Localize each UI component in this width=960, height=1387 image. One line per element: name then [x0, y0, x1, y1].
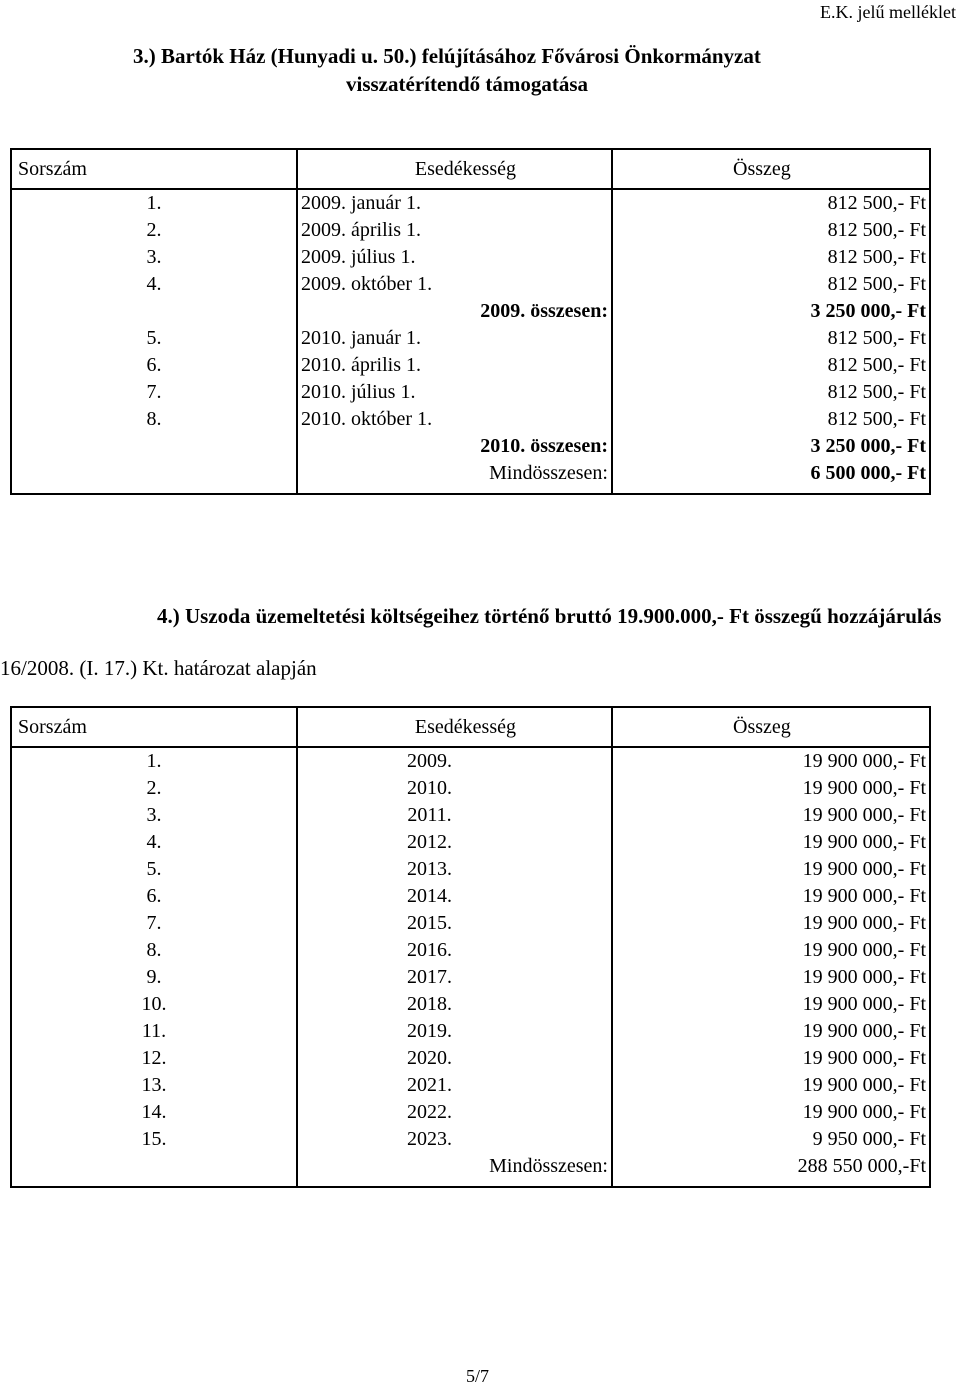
row-number: 6.: [146, 354, 162, 376]
row-number: 8.: [146, 408, 162, 430]
row-amount: 812 500,- Ft: [612, 271, 930, 298]
row-due-date: 2010. október 1.: [297, 406, 612, 433]
table-row: [11, 991, 930, 1018]
row-amount: 19 900 000,- Ft: [612, 802, 930, 829]
table-row: [11, 964, 930, 991]
table-row: [11, 352, 930, 379]
row-due-year: 2015.: [297, 910, 612, 937]
row-number: 5.: [146, 858, 162, 880]
row-number: 12.: [141, 1047, 167, 1069]
table-row: [11, 802, 930, 829]
row-amount: 19 900 000,- Ft: [612, 991, 930, 1018]
subtotal-row: [11, 298, 930, 325]
table-header-row: [11, 149, 930, 189]
subtotal-amount: 3 250 000,- Ft: [612, 433, 930, 460]
column-header-sorszam: Sorszám: [11, 707, 297, 747]
table-row: [11, 1018, 930, 1045]
row-amount: 19 900 000,- Ft: [612, 856, 930, 883]
row-amount: 812 500,- Ft: [612, 379, 930, 406]
table-row: [11, 189, 930, 217]
grand-total-label: Mindösszesen:: [297, 1153, 612, 1187]
row-number: 7.: [146, 381, 162, 403]
empty-cell: [11, 460, 297, 494]
row-due-year: 2012.: [297, 829, 612, 856]
row-due-year: 2017.: [297, 964, 612, 991]
row-due-year: 2009.: [297, 747, 612, 775]
row-number: 9.: [146, 966, 162, 988]
section4-title: 4.) Uszoda üzemeltetési költségeihez történő bruttó 19.900.000,- Ft összegű hozzájárulás: [157, 604, 942, 628]
table-header-row: [11, 707, 930, 747]
row-due-year: 2010.: [297, 775, 612, 802]
row-due-date: 2009. július 1.: [297, 244, 612, 271]
annex-label: E.K. jelű melléklet: [820, 2, 956, 22]
row-amount: 812 500,- Ft: [612, 325, 930, 352]
row-due-year: 2023.: [297, 1126, 612, 1153]
empty-cell: [11, 433, 297, 460]
row-due-date: 2009. október 1.: [297, 271, 612, 298]
empty-cell: [11, 1153, 297, 1187]
row-number: 14.: [141, 1101, 167, 1123]
subtotal-row: [11, 433, 930, 460]
row-due-year: 2014.: [297, 883, 612, 910]
table-row: [11, 747, 930, 775]
row-due-year: 2011.: [297, 802, 612, 829]
row-number: 13.: [141, 1074, 167, 1096]
row-due-year: 2019.: [297, 1018, 612, 1045]
table-row: [11, 271, 930, 298]
row-amount: 19 900 000,- Ft: [612, 1045, 930, 1072]
row-due-year: 2020.: [297, 1045, 612, 1072]
subtotal-label: 2009. összesen:: [297, 298, 612, 325]
table-row: [11, 856, 930, 883]
table-row: [11, 883, 930, 910]
table-row: [11, 406, 930, 433]
row-amount: 19 900 000,- Ft: [612, 1072, 930, 1099]
row-number: 2.: [146, 777, 162, 799]
grand-total-label: Mindösszesen:: [297, 460, 612, 494]
grand-total-amount: 288 550 000,-Ft: [612, 1153, 930, 1187]
row-number: 1.: [146, 192, 162, 214]
table-row: [11, 829, 930, 856]
row-number: 11.: [141, 1020, 167, 1042]
table-row: [11, 1045, 930, 1072]
page-number: 5/7: [466, 1366, 490, 1386]
column-header-esedekesseg: Esedékesség: [297, 707, 612, 747]
row-amount: 812 500,- Ft: [612, 244, 930, 271]
row-amount: 19 900 000,- Ft: [612, 883, 930, 910]
grand-total-row: [11, 460, 930, 494]
row-amount: 19 900 000,- Ft: [612, 910, 930, 937]
table-row: [11, 325, 930, 352]
row-number: 6.: [146, 885, 162, 907]
row-amount: 19 900 000,- Ft: [612, 937, 930, 964]
table-row: [11, 1099, 930, 1126]
table-row: [11, 1126, 930, 1153]
table-row: [11, 217, 930, 244]
subtotal-amount: 3 250 000,- Ft: [612, 298, 930, 325]
grand-total-row: [11, 1153, 930, 1187]
row-amount: 812 500,- Ft: [612, 189, 930, 217]
section3-title-continued: visszatérítendő támogatása: [346, 72, 589, 96]
section3-repayment-table: [10, 148, 931, 495]
column-header-esedekesseg: Esedékesség: [297, 149, 612, 189]
row-due-year: 2018.: [297, 991, 612, 1018]
row-number: 1.: [146, 750, 162, 772]
row-due-date: 2010. április 1.: [297, 352, 612, 379]
section3-title: 3.) Bartók Ház (Hunyadi u. 50.) felújításához Fővárosi Önkormányzat: [133, 44, 761, 68]
row-due-year: 2013.: [297, 856, 612, 883]
row-due-year: 2016.: [297, 937, 612, 964]
table-row: [11, 775, 930, 802]
row-due-year: 2022.: [297, 1099, 612, 1126]
row-number: 15.: [141, 1128, 167, 1150]
row-number: 8.: [146, 939, 162, 961]
row-amount: 812 500,- Ft: [612, 352, 930, 379]
row-number: 10.: [141, 993, 167, 1015]
row-due-date: 2009. április 1.: [297, 217, 612, 244]
row-amount: 19 900 000,- Ft: [612, 1018, 930, 1045]
row-number: 7.: [146, 912, 162, 934]
row-number: 2.: [146, 219, 162, 241]
column-header-osszeg: Összeg: [612, 707, 930, 747]
row-amount: 19 900 000,- Ft: [612, 775, 930, 802]
row-amount: 19 900 000,- Ft: [612, 829, 930, 856]
row-amount: 19 900 000,- Ft: [612, 1099, 930, 1126]
row-number: 4.: [146, 831, 162, 853]
empty-cell: [11, 298, 297, 325]
row-amount: 19 900 000,- Ft: [612, 964, 930, 991]
table-row: [11, 244, 930, 271]
section4-resolution-reference: 16/2008. (I. 17.) Kt. határozat alapján: [0, 656, 317, 680]
section4-contribution-table: [10, 706, 931, 1188]
table-row: [11, 1072, 930, 1099]
row-amount: 19 900 000,- Ft: [612, 747, 930, 775]
table-row: [11, 910, 930, 937]
column-header-sorszam: Sorszám: [11, 149, 297, 189]
row-due-year: 2021.: [297, 1072, 612, 1099]
row-number: 4.: [146, 273, 162, 295]
table-row: [11, 379, 930, 406]
column-header-osszeg: Összeg: [612, 149, 930, 189]
row-number: 3.: [146, 246, 162, 268]
row-amount: 812 500,- Ft: [612, 217, 930, 244]
row-due-date: 2009. január 1.: [297, 189, 612, 217]
row-number: 3.: [146, 804, 162, 826]
grand-total-amount: 6 500 000,- Ft: [612, 460, 930, 494]
row-amount: 812 500,- Ft: [612, 406, 930, 433]
row-due-date: 2010. július 1.: [297, 379, 612, 406]
row-number: 5.: [146, 327, 162, 349]
row-due-date: 2010. január 1.: [297, 325, 612, 352]
table-row: [11, 937, 930, 964]
row-amount: 9 950 000,- Ft: [612, 1126, 930, 1153]
subtotal-label: 2010. összesen:: [297, 433, 612, 460]
